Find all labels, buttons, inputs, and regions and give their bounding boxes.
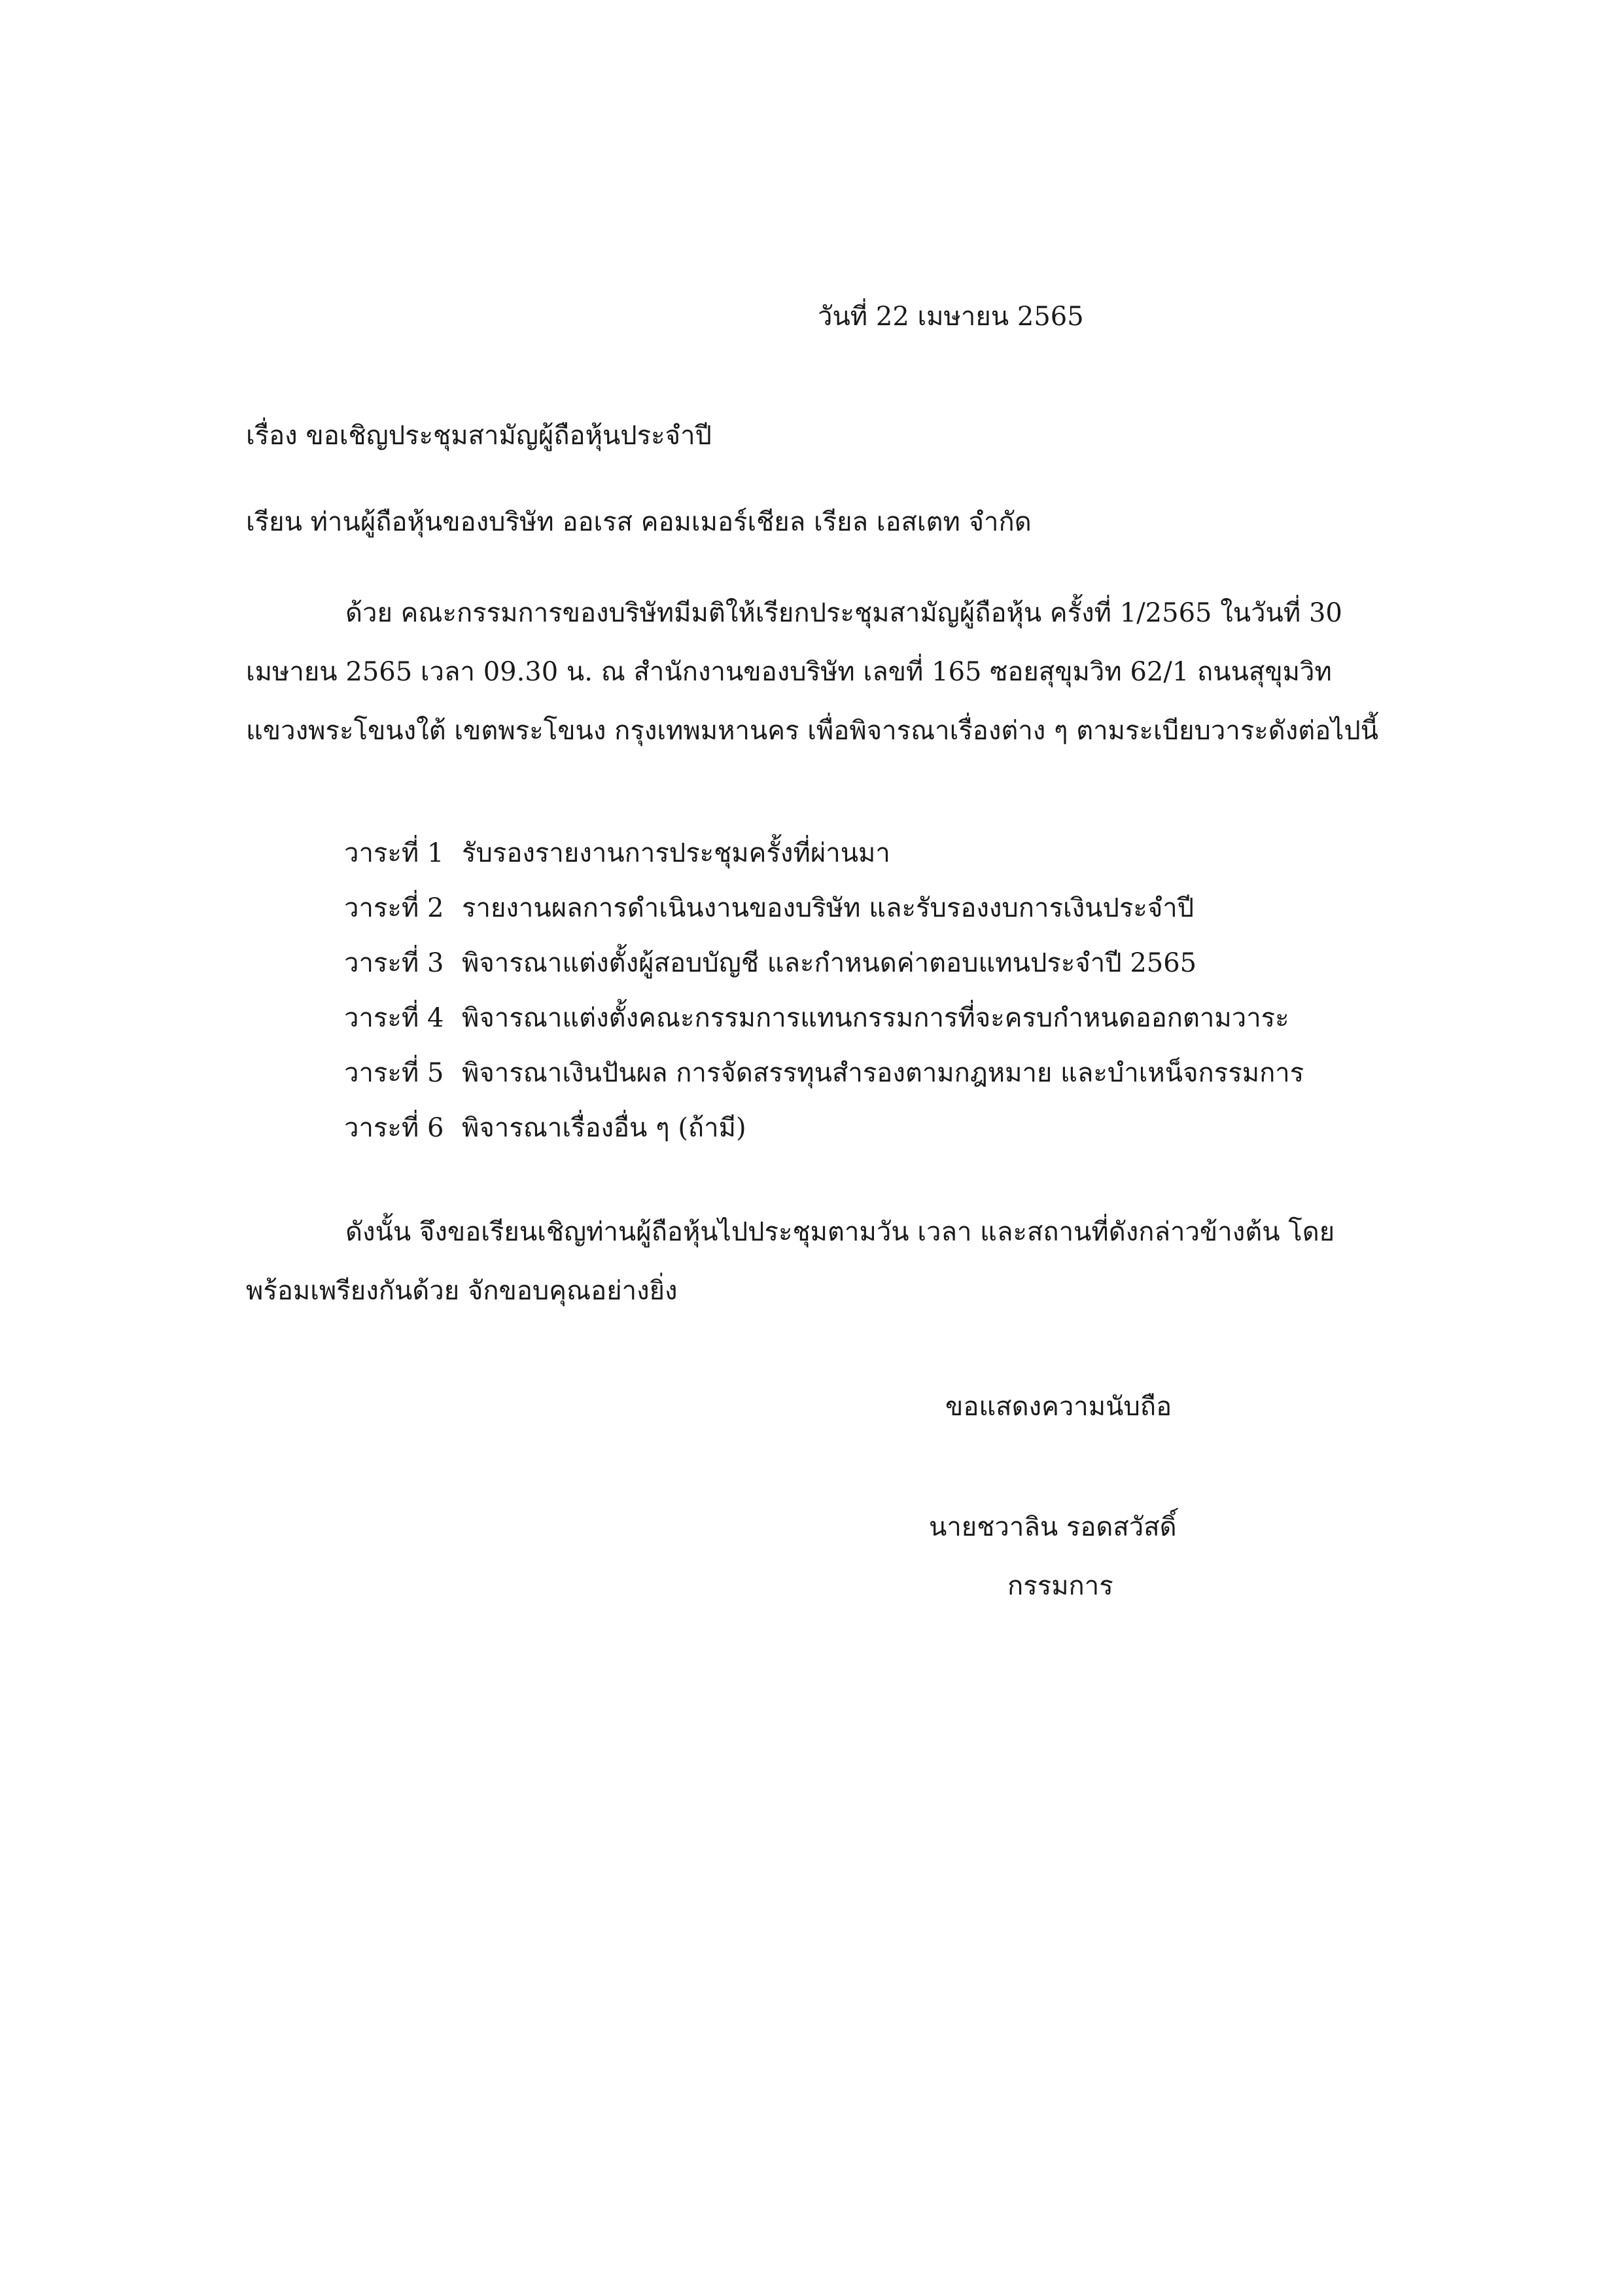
agenda-item: [344, 991, 1304, 1046]
letter-subject: เรื่อง ขอเชิญประชุมสามัญผู้ถือหุ้นประจำปี: [246, 421, 712, 451]
intro-paragraph-text: ด้วย คณะกรรมการของบริษัทมีมติให้เรียกประชุมสามัญผู้ถือหุ้น ครั้งที่ 1/2565 ในวันที่ 30 เมษายน 2565 เวลา 09.30 น. ณ สำนักงานของบริษัท เลขที่ 165 ซอยสุขุมวิท 62/1 ถนนสุขุมวิท แขวงพระโขนงใต้ เขตพระโขนง กรุงเทพมหานคร เพื่อพิจารณาเรื่องต่าง ๆ ตามระเบียบวาระดังต่อไปนี้: [246, 598, 1379, 746]
agenda-item-text: พิจารณาแต่งตั้งผู้สอบบัญชี และกำหนดค่าตอบแทนประจำปี 2565: [462, 948, 1197, 978]
closing-paragraph: [246, 1203, 1392, 1320]
agenda-item: [344, 1101, 1304, 1156]
closing-paragraph-text: ดังนั้น จึงขอเรียนเชิญท่านผู้ถือหุ้นไปประชุมตามวัน เวลา และสถานที่ดังกล่าวข้างต้น โดยพร้อมเพรียงกันด้วย จักขอบคุณอย่างยิ่ง: [246, 1217, 1335, 1306]
agenda-item-number: วาระที่ 2: [344, 893, 444, 923]
signer-title: กรรมการ: [1007, 1571, 1113, 1601]
agenda-item: [344, 936, 1304, 991]
agenda-item-text: พิจารณาเงินปันผล การจัดสรรทุนสำรองตามกฎหมาย และบำเหน็จกรรมการ: [462, 1058, 1304, 1088]
letter-recipient: เรียน ท่านผู้ถือหุ้นของบริษัท ออเรส คอมเมอร์เชียล เรียล เอสเตท จำกัด: [246, 507, 1032, 537]
agenda-item-number: วาระที่ 6: [344, 1113, 444, 1143]
agenda-item: [344, 881, 1304, 936]
agenda-item-number: วาระที่ 3: [344, 948, 444, 978]
agenda-item: [344, 826, 1304, 881]
agenda-item-number: วาระที่ 4: [344, 1003, 444, 1033]
letter-date: วันที่ 22 เมษายน 2565: [818, 302, 1084, 332]
closing-salutation: ขอแสดงความนับถือ: [945, 1392, 1172, 1422]
agenda-item-text: รับรองรายงานการประชุมครั้งที่ผ่านมา: [462, 838, 890, 868]
agenda-item-text: พิจารณาแต่งตั้งคณะกรรมการแทนกรรมการที่จะครบกำหนดออกตามวาระ: [462, 1003, 1289, 1033]
signer-name: นายชวาลิน รอดสวัสดิ์: [929, 1512, 1177, 1542]
agenda-item-number: วาระที่ 5: [344, 1058, 444, 1088]
agenda-list: [344, 826, 1304, 1156]
agenda-item-text: พิจารณาเรื่องอื่น ๆ (ถ้ามี): [462, 1113, 746, 1143]
intro-paragraph: [246, 584, 1392, 760]
agenda-item-number: วาระที่ 1: [344, 838, 444, 868]
agenda-item: [344, 1046, 1304, 1101]
agenda-item-text: รายงานผลการดำเนินงานของบริษัท และรับรองงบการเงินประจำปี: [462, 893, 1195, 923]
